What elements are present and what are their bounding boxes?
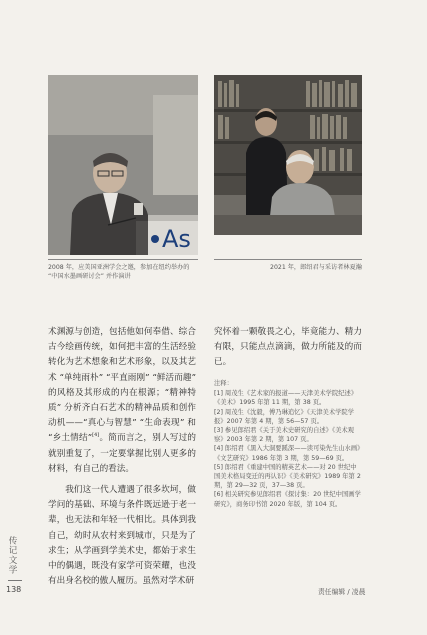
side-label-rule (8, 580, 22, 581)
footnote-item: [4] 郎绍君《黑入大洞要蹊深——读可染先生山水画》《文艺研究》1986 年第 3 期，第 59—69 页。 (214, 445, 361, 462)
body-column-right (214, 325, 362, 371)
footnote-item: [6] 相关研究参见郎绍君《探讨集：20 世纪中国画学研究》，商务印书馆 2020 年版，第 104 页。 (214, 491, 361, 508)
caption-rule-left (48, 259, 198, 260)
footnotes (214, 379, 362, 509)
caption-left: 2008 年，应美国亚洲学会之邀，参加在纽约举办的 “中国水墨画研讨会” 并作演讲 (48, 264, 190, 280)
footnote-item: [3] 参见郎绍君《关于美术史研究的自述》《美术观察》2003 年第 2 期，第 107 页。 (214, 427, 355, 444)
body-text: 我们这一代人遭遇了很多坎坷，做学问的基础、环境与条件既远逊于老一辈，也无法和年轻一代相比。具体到我自己，幼时从农村来到城市，只是为了求生；从学画到学美术史，都始于求生中的偶遇，既没有家学可资荣耀，也没有出身名校的傲人履历。虽然对学术研 (48, 485, 196, 587)
footnote-item: [1] 周茂生《艺术家的报道——天津美术学院纪述》《美术》1995 年第 11 期，第 38 页。 (214, 390, 358, 407)
lecture-image (48, 75, 198, 255)
photo-interview (214, 75, 362, 235)
caption-rule-right (214, 259, 362, 260)
footnote-ref: [4] (92, 432, 100, 439)
footnotes-title: 注释： (214, 380, 233, 387)
editor-credit: 责任编辑 / 凌晨 (318, 588, 366, 596)
interview-image (214, 75, 362, 235)
footnote-item: [2] 周茂生《沈毅，傅乃琳追忆》《天津美术学院学报》2007 年第 4 期，第 56—57 页。 (214, 408, 355, 425)
podium-sign-text: As (162, 225, 191, 253)
body-column-left (48, 325, 196, 589)
caption-right: 2021 年，郎绍君与采访者林夏瀚 (270, 264, 362, 271)
body-paragraph (48, 483, 196, 589)
body-paragraph (48, 325, 196, 477)
body-paragraph: 究怀着一颗敬畏之心，毕竟能力、精力有限，只能点点滴滴，做力所能及的而已。 (214, 327, 362, 368)
body-text: 术渊源与创造，包括他如何奉借、综合古今绘画传统，如何把丰富的生活经验转化为艺术想象和艺术形象，以及其艺术 “单纯雨朴” “平直雨刚” “鲜活而趣” 的风格及其形成的内在根源；“精神特质” 分析齐白石艺术的精神品质和创作动机——“真心与智慧” “生命表现” 和 “乡土情结” (48, 327, 196, 444)
body-text: 。简而言之，别人写过的就别重复了，一定要掌握比别人更多的材料，有自己的看法。 (48, 433, 196, 474)
footnote-item: [5] 郎绍君《重建中国的精英艺术——对 20 世纪中国美术格局变迁的再认识》《美术研究》1989 年第 2 期，第 29—32 页，37—38 页。 (214, 463, 361, 490)
photo-lecture (48, 75, 198, 255)
section-side-label: 传记文学 (7, 536, 17, 575)
page-number: 138 (6, 585, 22, 594)
